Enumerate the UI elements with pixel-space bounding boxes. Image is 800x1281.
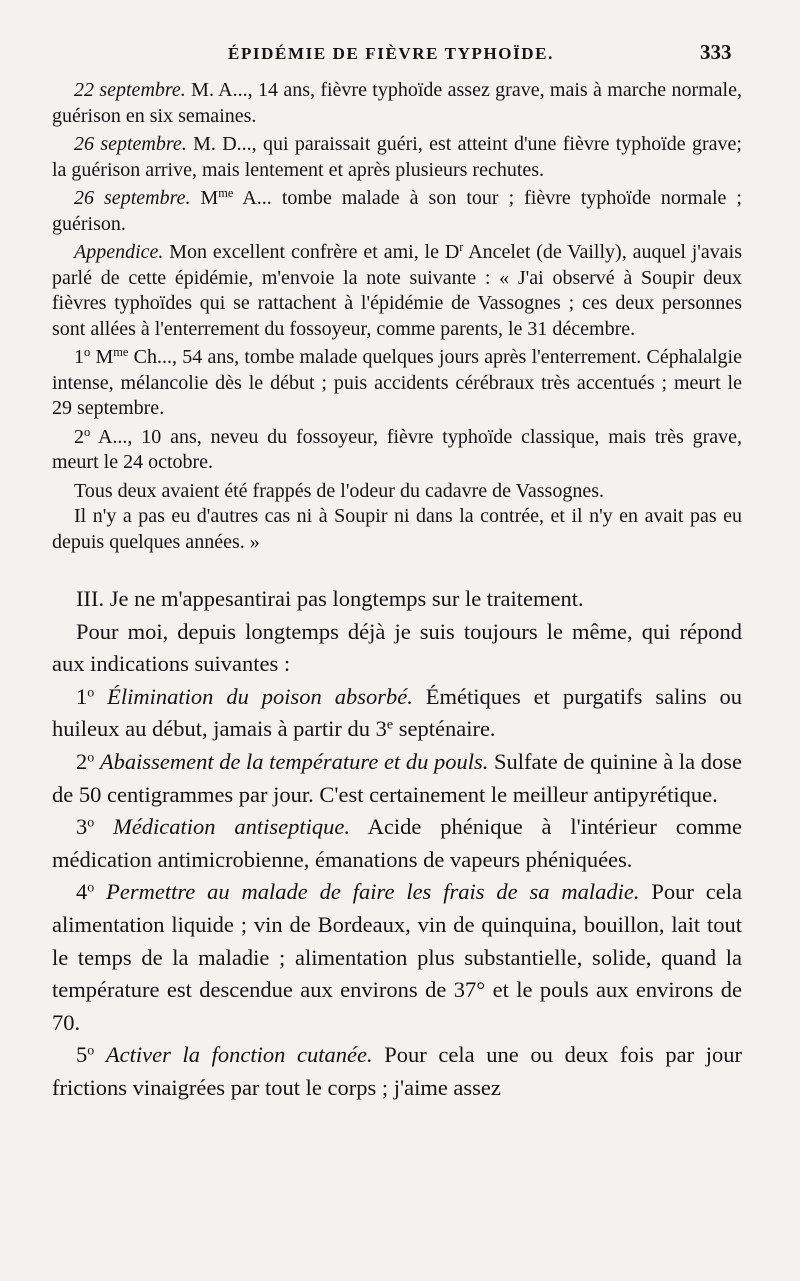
superscript: o xyxy=(84,345,91,360)
case-entry xyxy=(52,186,742,237)
item-title: Permettre au malade de faire les frais de sa maladie. xyxy=(106,879,640,905)
treatment-item xyxy=(52,681,742,746)
item-number: 1 xyxy=(76,683,88,709)
treatment-item xyxy=(52,1039,742,1104)
case-text: M. A..., 14 ans, fièvre typhoïde assez grave, mais à marche normale, guérison en six semaines. xyxy=(52,79,742,127)
case-notes xyxy=(52,78,742,555)
item-text-pre: M xyxy=(90,346,114,368)
item-title: Abaissement de la température et du pouls. xyxy=(99,748,489,774)
appendix-text-pre: Mon excellent confrère et ami, le D xyxy=(163,241,460,263)
item-number: 4 xyxy=(76,879,88,905)
superscript: e xyxy=(386,717,394,733)
superscript: o xyxy=(84,424,91,439)
appendix-item xyxy=(52,425,742,476)
item-title: Activer la fonction cutanée. xyxy=(105,1042,373,1068)
treatment-item xyxy=(52,876,742,1039)
case-entry xyxy=(52,132,742,183)
item-number: 2 xyxy=(74,425,84,448)
item-text: septénaire. xyxy=(393,716,496,742)
case-text-pre: M xyxy=(190,187,219,209)
item-text: A..., 10 ans, neveu du fossoyeur, fièvre typhoïde classique, mais très grave, meurt le 24 octobre. xyxy=(52,425,742,473)
superscript: o xyxy=(87,685,95,701)
superscript: o xyxy=(87,750,95,766)
item-text-pre: Émétiques et purgatifs salins ou huileux au début, jamais à partir du 3 xyxy=(52,683,743,742)
item-number: 3 xyxy=(76,814,88,840)
case-entry xyxy=(52,78,742,129)
appendix-paragraph xyxy=(52,240,742,342)
item-text: Sulfate de quinine à la dose de 50 centigrammes par jour. C'est certainement le meilleur antipyrétique. xyxy=(52,748,743,807)
case-text: M. D..., qui paraissait guéri, est atteint d'une fièvre typhoïde grave; la guérison arrive, mais lentement et après plusieurs rechutes. xyxy=(52,133,742,181)
page-number: 333 xyxy=(700,40,732,64)
item-number: 1 xyxy=(74,346,84,368)
appendix-closing: Il n'y a pas eu d'autres cas ni à Soupir ni dans la contrée, et il n'y en avait pas eu depuis quelques années. » xyxy=(52,505,742,553)
treatment-item xyxy=(52,746,742,811)
superscript: r xyxy=(459,240,464,255)
item-number: 2 xyxy=(76,748,88,774)
section-heading: III. Je ne m'appesantirai pas longtemps sur le traitement. xyxy=(76,586,584,611)
treatment-intro: Pour moi, depuis longtemps déjà je suis toujours le même, qui répond aux indications suivantes : xyxy=(52,618,742,677)
appendix-item xyxy=(52,345,742,422)
item-number: 5 xyxy=(76,1042,88,1068)
case-text: A... tombe malade à son tour ; fièvre typhoïde normale ; guérison. xyxy=(52,187,742,235)
page-body xyxy=(52,78,742,1105)
item-title: Médication antiseptique. xyxy=(113,814,351,840)
case-date: 26 septembre. xyxy=(74,133,187,155)
appendix-label: Appendice. xyxy=(74,241,164,263)
superscript: me xyxy=(218,186,234,201)
appendix-closing: Tous deux avaient été frappés de l'odeur du cadavre de Vassognes. xyxy=(74,479,604,502)
treatment-section xyxy=(52,583,742,1105)
item-text: Ch..., 54 ans, tombe malade quelques jours après l'enterrement. Céphalalgie intense, mélancolie dès le début ; puis accidents cérébraux très accentués ; meurt le 29 septembre. xyxy=(52,346,742,419)
running-title: ÉPIDÉMIE DE FIÈVRE TYPHOÏDE. xyxy=(228,44,554,63)
item-text: Acide phénique à l'intérieur comme médication antimicrobienne, émanations de vapeurs phéniquées. xyxy=(52,814,742,872)
item-text: Pour cela une ou deux fois par jour frictions vinaigrées par tout le corps ; j'aime assez xyxy=(52,1042,742,1100)
appendix-text: Ancelet (de Vailly), auquel j'avais parlé de cette épidémie, m'envoie la note suivante : « J'ai observé à Soupir deux fièvres typhoïdes qui se rattachent à l'épidémie de Vassognes ; ces deux personnes sont allées à l'enterrement du fossoyeur, comme parents, le 31 décembre. xyxy=(52,241,742,340)
superscript: o xyxy=(87,815,95,831)
page-header xyxy=(0,38,800,68)
case-date: 26 septembre. xyxy=(74,187,191,209)
item-title: Élimination du poison absorbé. xyxy=(107,683,413,709)
item-text: Pour cela alimentation liquide ; vin de Bordeaux, vin de quinquina, bouillon, lait tout le temps de la maladie ; alimentation plus substantielle, solide, quand la température est descendue aux environs de 37° et le pouls aux environs de 70. xyxy=(52,879,742,1035)
treatment-item xyxy=(52,811,742,876)
superscript: o xyxy=(87,880,95,896)
superscript: me xyxy=(113,345,129,360)
case-date: 22 septembre. xyxy=(74,79,186,101)
superscript: o xyxy=(87,1043,95,1059)
